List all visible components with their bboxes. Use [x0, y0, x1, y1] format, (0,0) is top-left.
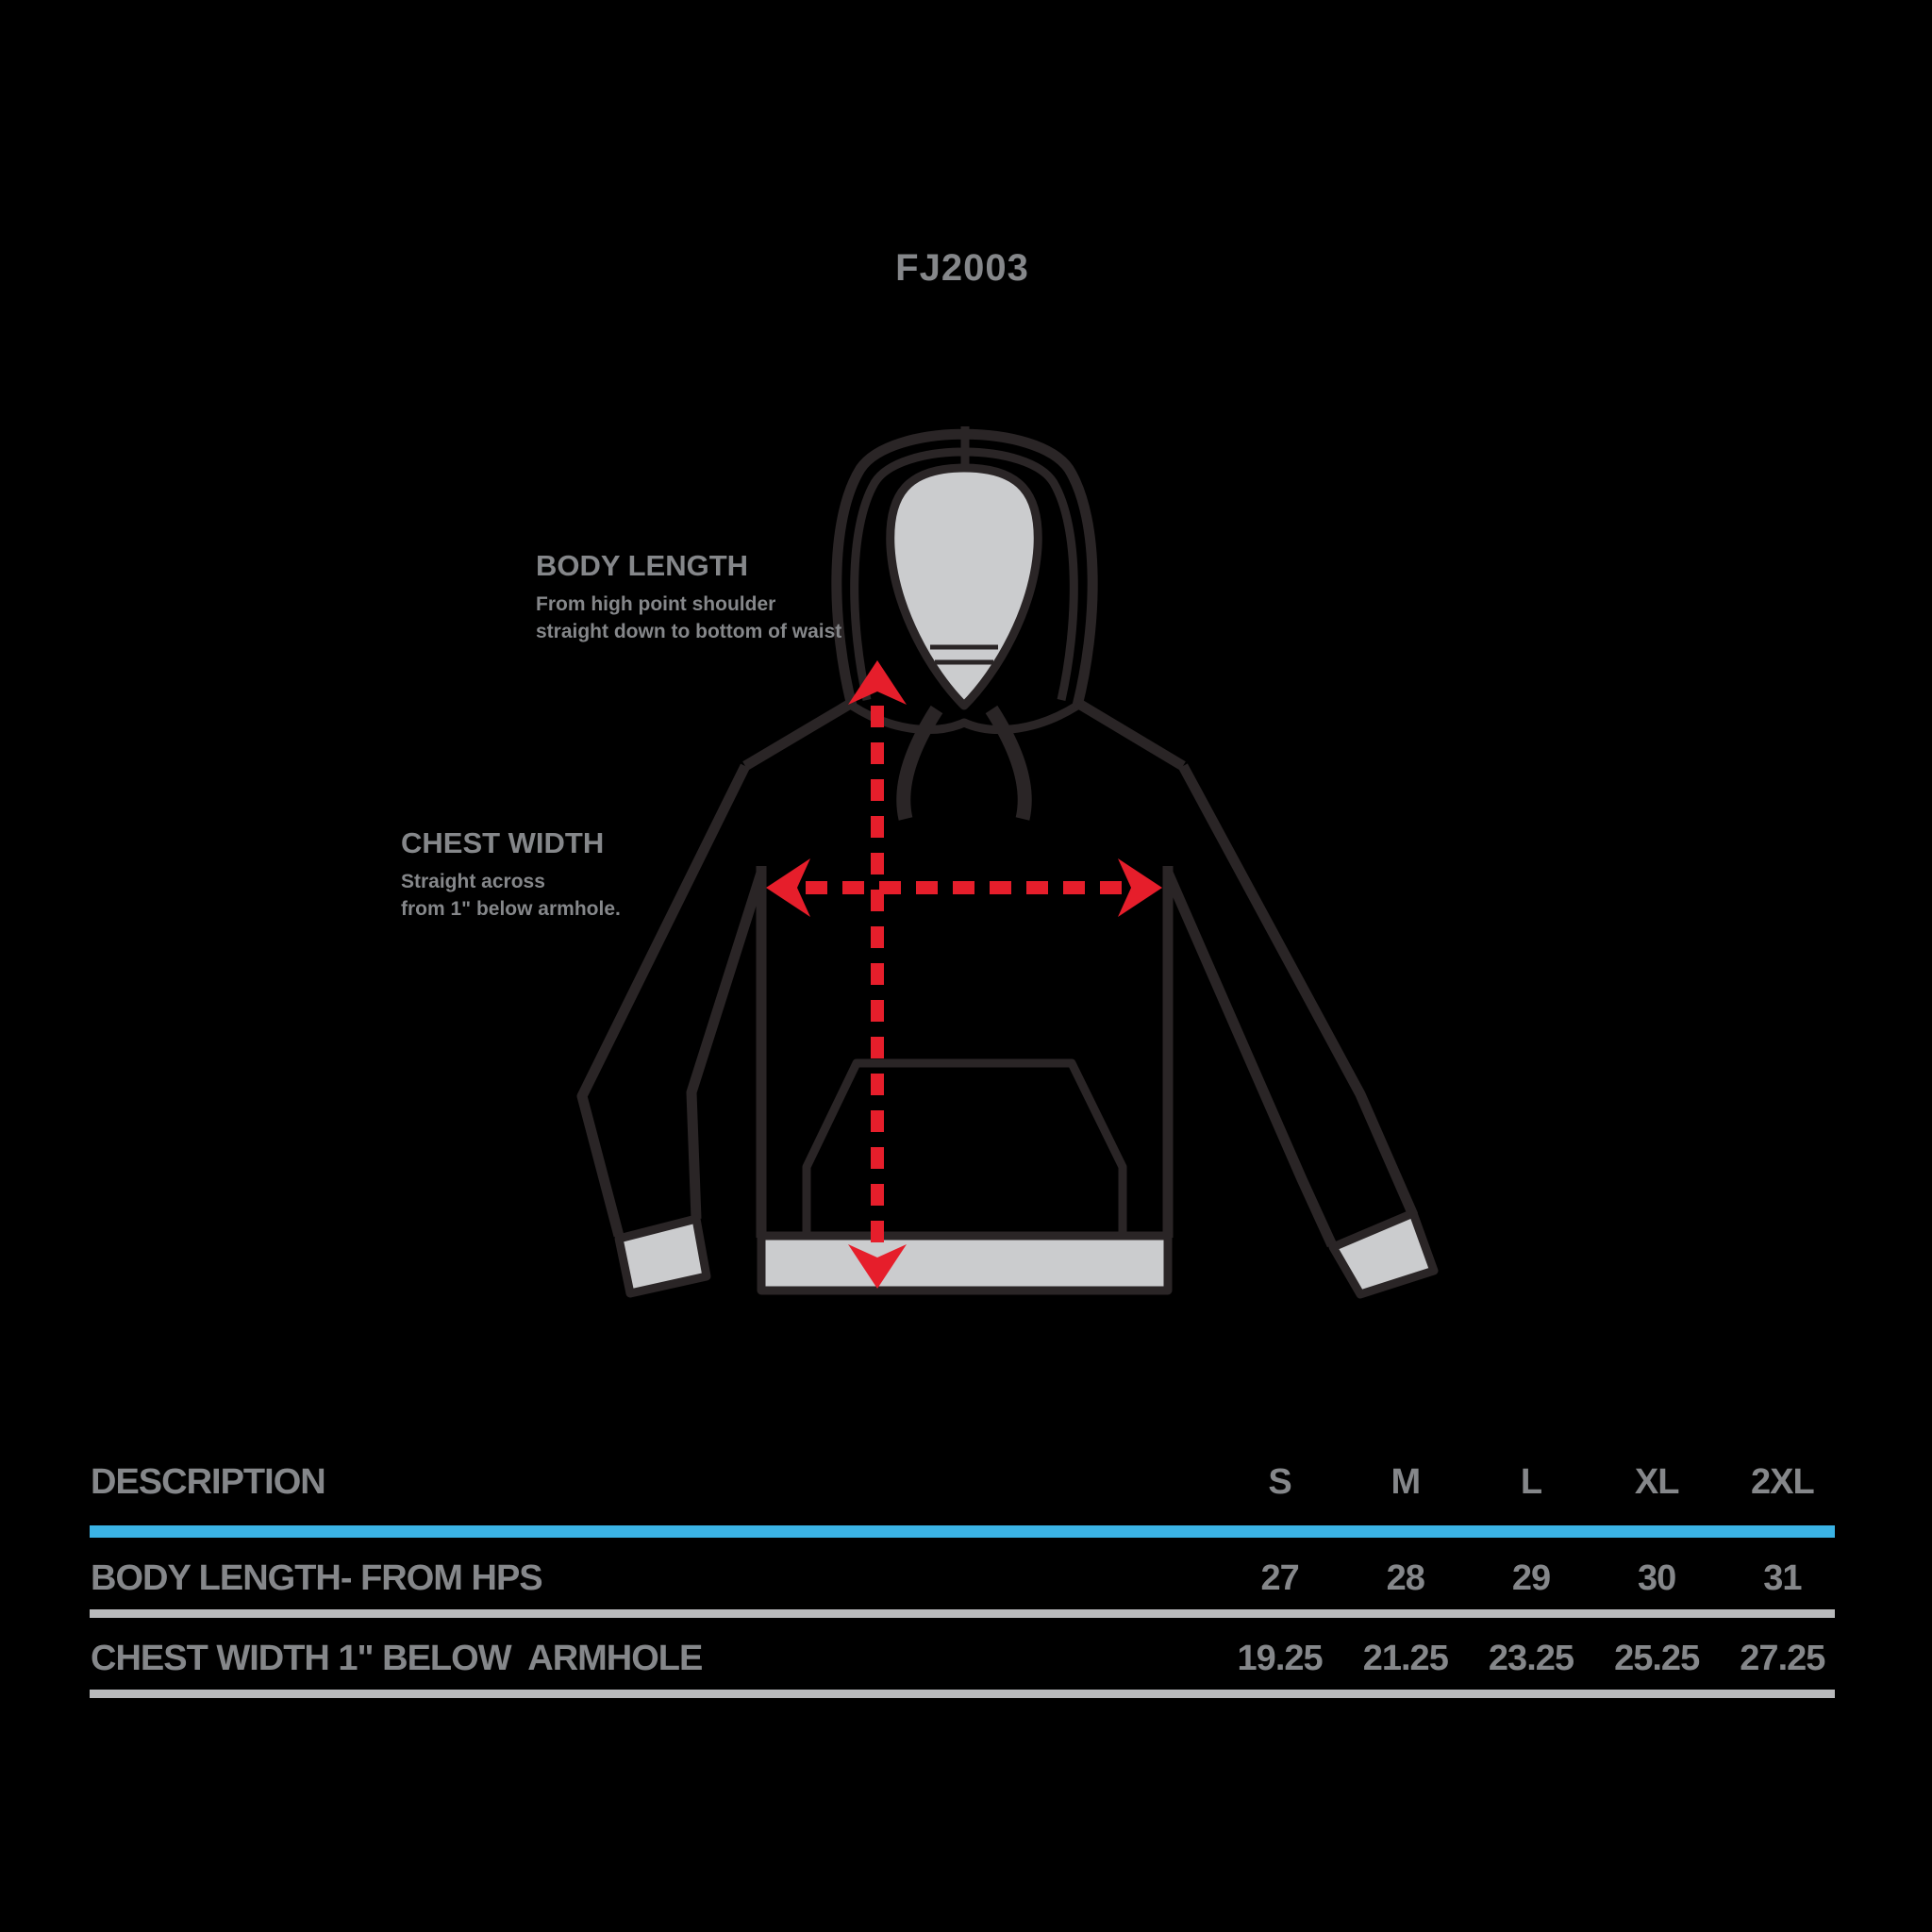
table-row-body-length: [1217, 1558, 1845, 1599]
cell-value: 31: [1763, 1558, 1802, 1598]
table-header-description: DESCRIPTION: [91, 1462, 325, 1502]
cell-value: 21.25: [1362, 1639, 1448, 1678]
arrowhead-left: [766, 858, 810, 917]
body-length-arrow: [848, 660, 907, 1289]
cell-value: 30: [1638, 1558, 1676, 1598]
right-sleeve-inner: [1168, 873, 1332, 1245]
size-header-xl: XL: [1634, 1462, 1679, 1502]
right-cuff: [1333, 1213, 1434, 1294]
kangaroo-pocket: [807, 1063, 1123, 1236]
hem-band: [761, 1236, 1168, 1291]
cell-value: 28: [1386, 1558, 1424, 1598]
body-length-title: BODY LENGTH: [536, 549, 749, 582]
row-divider-line: [90, 1690, 1835, 1698]
cell-value: 19.25: [1237, 1639, 1323, 1678]
body-length-label: [536, 549, 841, 645]
cell-value: 25.25: [1614, 1639, 1700, 1678]
table-row-chest-width: [1217, 1639, 1845, 1679]
chest-width-description: Straight across from 1" below armhole.: [401, 871, 621, 920]
chest-width-label: [401, 826, 621, 923]
right-shoulder-seam: [1077, 703, 1183, 766]
cell-value: 27.25: [1740, 1639, 1825, 1678]
left-shoulder-seam: [745, 703, 852, 766]
chest-width-arrow: [766, 858, 1162, 917]
size-header-l: L: [1520, 1462, 1542, 1502]
size-header-m: M: [1391, 1462, 1421, 1502]
row-divider-line: [90, 1609, 1835, 1618]
left-cuff: [619, 1219, 707, 1293]
size-header-s: S: [1268, 1462, 1291, 1502]
body-length-description: From high point shoulder straight down to bottom of waist: [536, 593, 842, 642]
header-divider-line: [90, 1525, 1835, 1538]
cell-value: 23.25: [1488, 1639, 1574, 1678]
product-code: FJ2003: [895, 247, 1029, 289]
size-header-2xl: 2XL: [1750, 1462, 1814, 1502]
table-header-sizes: [1217, 1462, 1845, 1503]
arrowhead-right: [1118, 858, 1162, 917]
chest-width-title: CHEST WIDTH: [401, 826, 605, 859]
cell-value: 29: [1511, 1558, 1551, 1598]
row-label-body-length: BODY LENGTH- FROM HPS: [91, 1558, 542, 1598]
left-sleeve-inner: [691, 873, 761, 1219]
row-label-chest-width: CHEST WIDTH 1" BELOW ARMHOLE: [91, 1639, 703, 1678]
cell-value: 27: [1260, 1558, 1299, 1598]
hood-opening: [891, 468, 1039, 706]
